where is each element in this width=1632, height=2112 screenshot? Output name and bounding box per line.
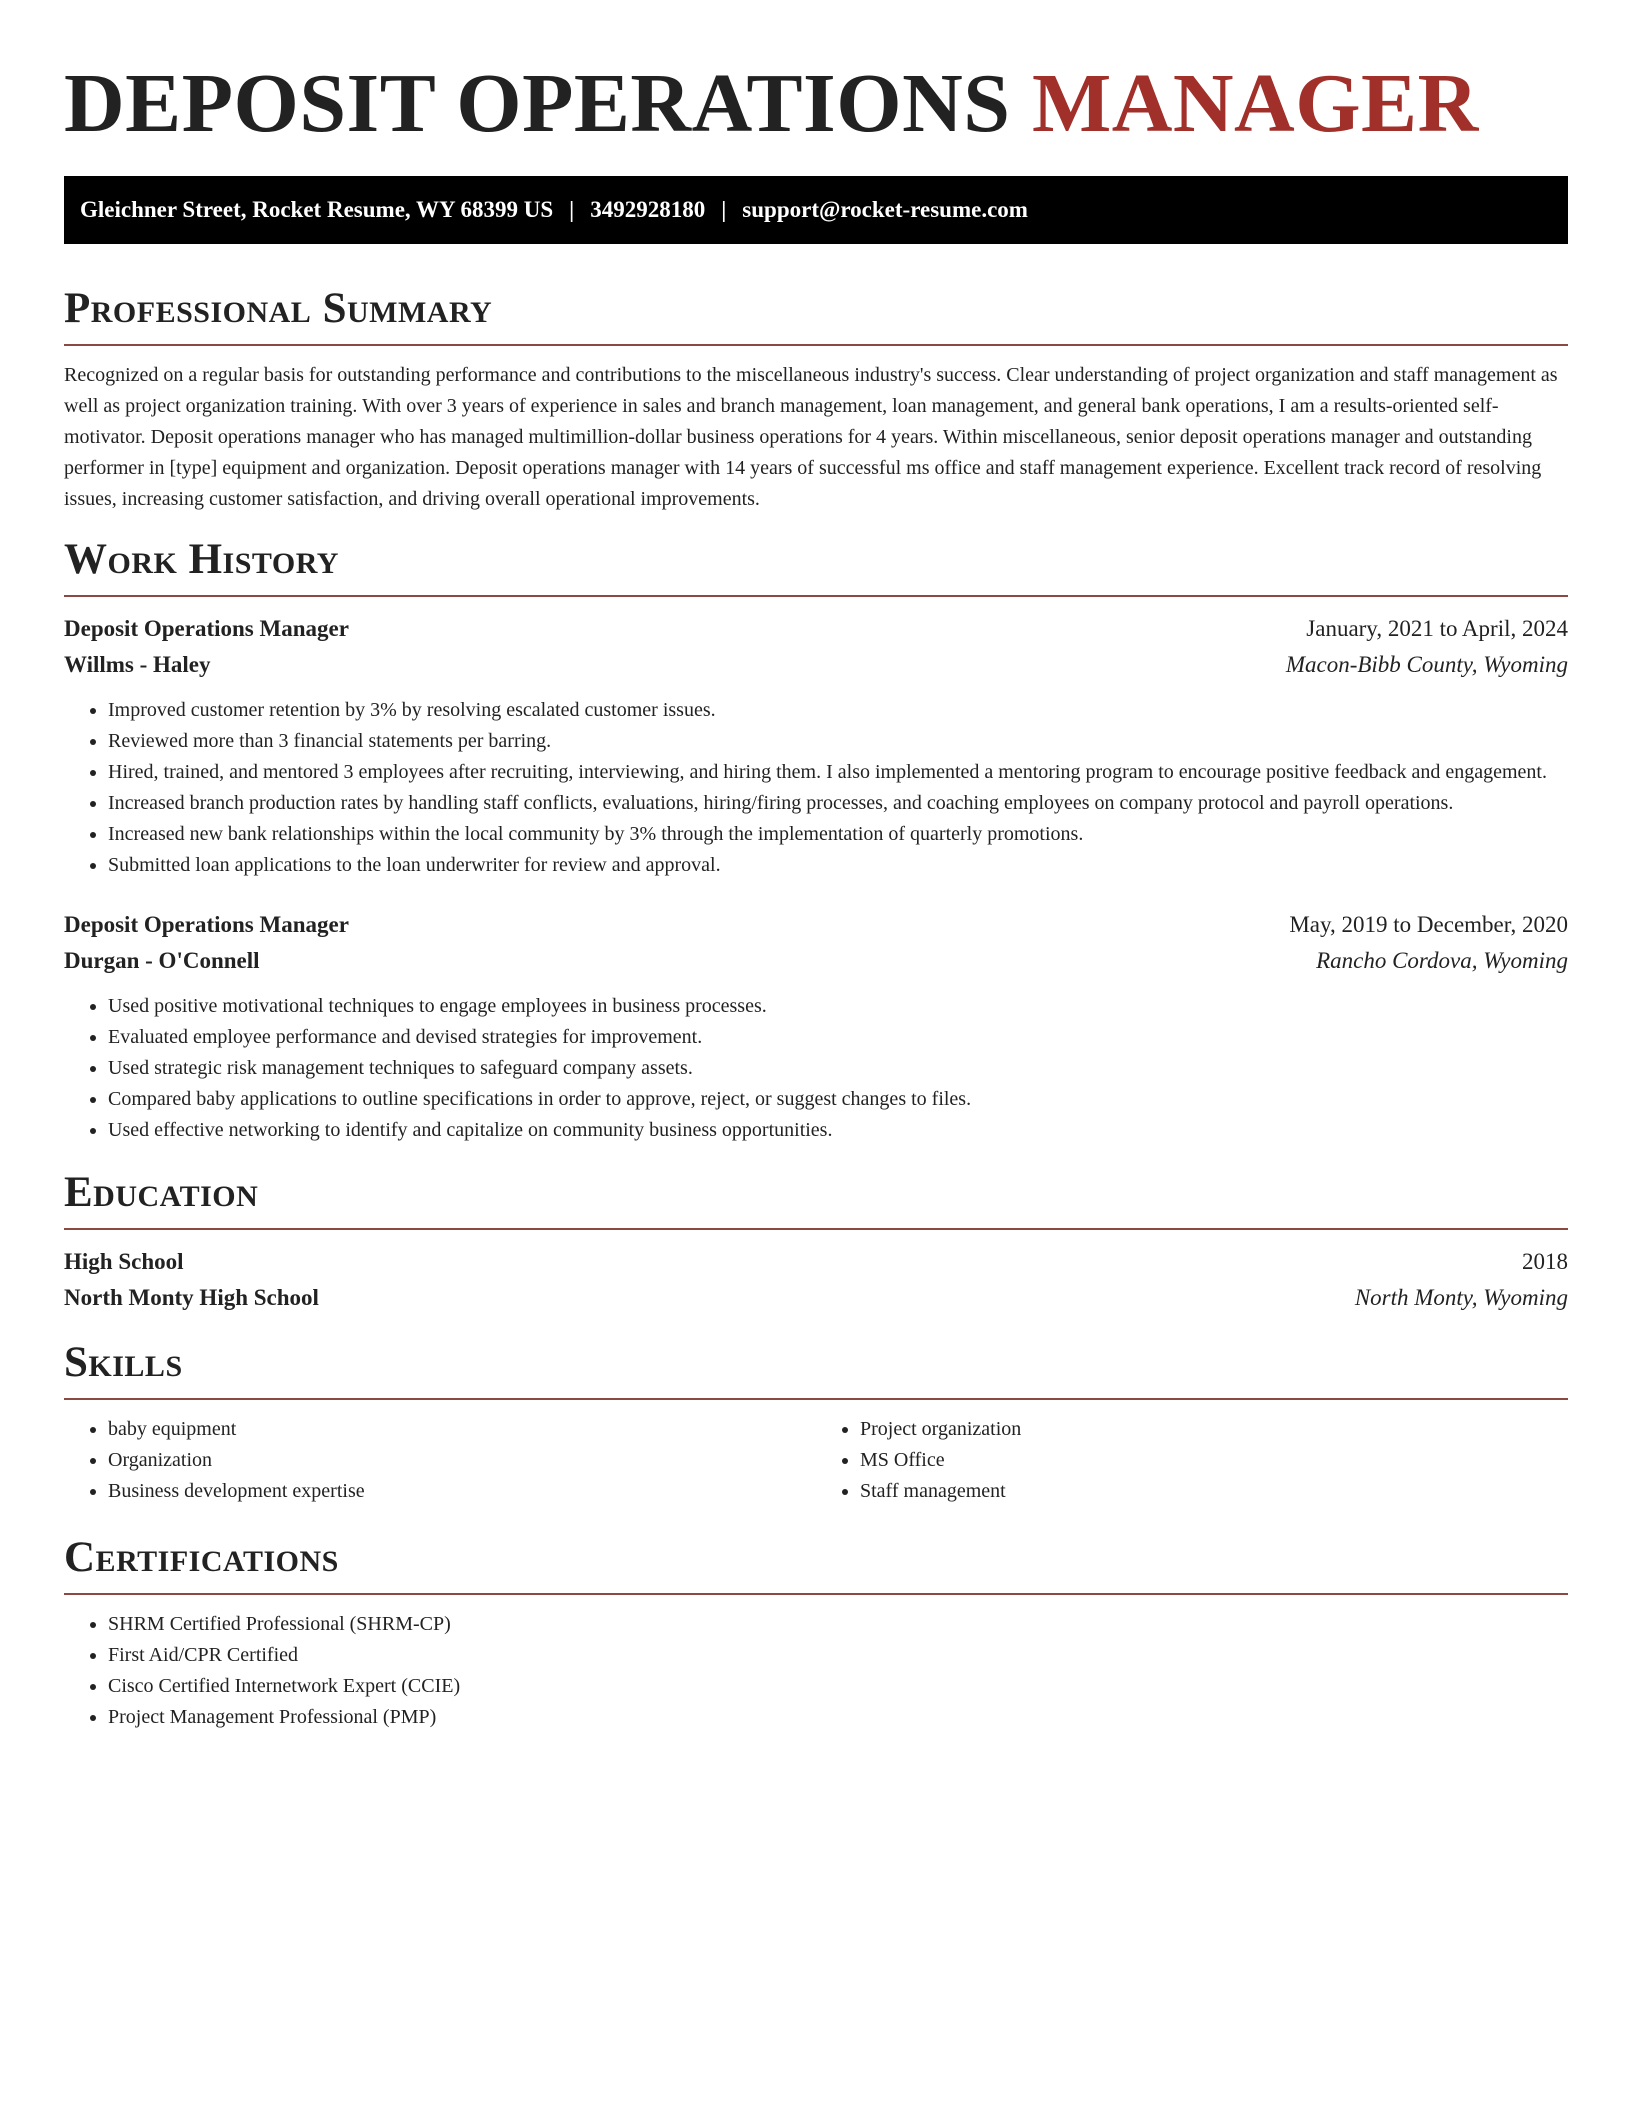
education-degree-row <box>64 1244 1568 1280</box>
job-title: Deposit Operations Manager <box>64 912 349 937</box>
list-item: • Improved customer retention by 3% by resolving escalated customer issues. <box>108 695 1568 726</box>
job-company-row <box>64 647 1568 683</box>
education-school-row <box>64 1280 1568 1316</box>
job-title: Deposit Operations Manager <box>64 616 349 641</box>
certifications-list <box>64 1609 1568 1733</box>
skills-list-left <box>64 1414 816 1507</box>
education-section <box>64 1168 1568 1316</box>
list-item: • Used effective networking to identify and capitalize on community business opportunities. <box>108 1115 1568 1146</box>
education-entry <box>64 1244 1568 1316</box>
list-item: • MS Office <box>860 1445 1568 1476</box>
job-bullets <box>64 695 1568 881</box>
list-item: • Cisco Certified Internetwork Expert (CCIE) <box>108 1671 1568 1702</box>
list-item: • Reviewed more than 3 financial statements per barring. <box>108 726 1568 757</box>
certifications-heading: Certifications <box>64 1533 1568 1595</box>
education-degree: High School <box>64 1249 184 1274</box>
job-dates: January, 2021 to April, 2024 <box>1306 616 1568 641</box>
list-item: • Project Management Professional (PMP) <box>108 1702 1568 1733</box>
job-header-row <box>64 907 1568 943</box>
list-item: • Staff management <box>860 1476 1568 1507</box>
skills-heading: Skills <box>64 1338 1568 1400</box>
contact-bar <box>64 176 1568 244</box>
job-company: Durgan - O'Connell <box>64 948 260 973</box>
list-item: • Compared baby applications to outline specifications in order to approve, reject, or suggest changes to files. <box>108 1084 1568 1115</box>
job-location: Rancho Cordova, Wyoming <box>1316 948 1568 973</box>
list-item: • Project organization <box>860 1414 1568 1445</box>
list-item: • SHRM Certified Professional (SHRM-CP) <box>108 1609 1568 1640</box>
education-heading: Education <box>64 1168 1568 1230</box>
job-entry <box>64 611 1568 881</box>
education-school: North Monty High School <box>64 1285 319 1310</box>
job-company-row <box>64 943 1568 979</box>
list-item: • Organization <box>108 1445 816 1476</box>
summary-section <box>64 284 1568 515</box>
contact-phone: 3492928180 <box>590 197 706 222</box>
title-main: DEPOSIT OPERATIONS <box>64 57 1011 150</box>
education-year: 2018 <box>1522 1249 1568 1274</box>
contact-separator: | <box>569 197 575 222</box>
skills-section <box>64 1338 1568 1507</box>
contact-address: Gleichner Street, Rocket Resume, WY 68399 US <box>80 197 554 222</box>
job-header-row <box>64 611 1568 647</box>
skills-list-right <box>816 1414 1568 1507</box>
list-item: • Used strategic risk management techniques to safeguard company assets. <box>108 1053 1568 1084</box>
list-item: • Increased branch production rates by handling staff conflicts, evaluations, hiring/firing processes, and coaching employees on company protocol and payroll operations. <box>108 788 1568 819</box>
job-location: Macon-Bibb County, Wyoming <box>1285 652 1568 677</box>
title-accent: MANAGER <box>1031 57 1479 150</box>
work-history-section <box>64 535 1568 1146</box>
list-item: • Used positive motivational techniques to engage employees in business processes. <box>108 991 1568 1022</box>
work-history-heading: Work History <box>64 535 1568 597</box>
summary-text: Recognized on a regular basis for outstanding performance and contributions to the miscellaneous industry's success. Clear understanding of project organization and staff management as well as project organization training. With over 3 years of experience in sales and branch management, loan management, and general bank operations, I am a results-oriented self-motivator. Deposit operations manager who has managed multimillion-dollar business operations for 4 years. Within miscellaneous, senior deposit operations manager and outstanding performer in [type] equipment and organization. Deposit operations manager with 14 years of successful ms office and staff management experience. Excellent track record of resolving issues, increasing customer satisfaction, and driving overall operational improvements. <box>64 364 1558 510</box>
job-entry <box>64 907 1568 1146</box>
certifications-section <box>64 1533 1568 1733</box>
resume-title <box>64 0 1568 152</box>
job-bullets <box>64 991 1568 1146</box>
job-dates: May, 2019 to December, 2020 <box>1289 912 1568 937</box>
contact-separator: | <box>721 197 727 222</box>
list-item: • baby equipment <box>108 1414 816 1445</box>
list-item: • Hired, trained, and mentored 3 employees after recruiting, interviewing, and hiring them. I also implemented a mentoring program to encourage positive feedback and engagement. <box>108 757 1568 788</box>
list-item: • Increased new bank relationships within the local community by 3% through the implementation of quarterly promotions. <box>108 819 1568 850</box>
resume-page <box>64 0 1568 1733</box>
list-item: • First Aid/CPR Certified <box>108 1640 1568 1671</box>
education-location: North Monty, Wyoming <box>1354 1285 1568 1310</box>
skills-grid <box>64 1414 1568 1507</box>
list-item: • Submitted loan applications to the loan underwriter for review and approval. <box>108 850 1568 881</box>
job-company: Willms - Haley <box>64 652 211 677</box>
list-item: • Evaluated employee performance and devised strategies for improvement. <box>108 1022 1568 1053</box>
list-item: • Business development expertise <box>108 1476 816 1507</box>
contact-email: support@rocket-resume.com <box>742 197 1028 222</box>
summary-heading: Professional Summary <box>64 284 1568 346</box>
